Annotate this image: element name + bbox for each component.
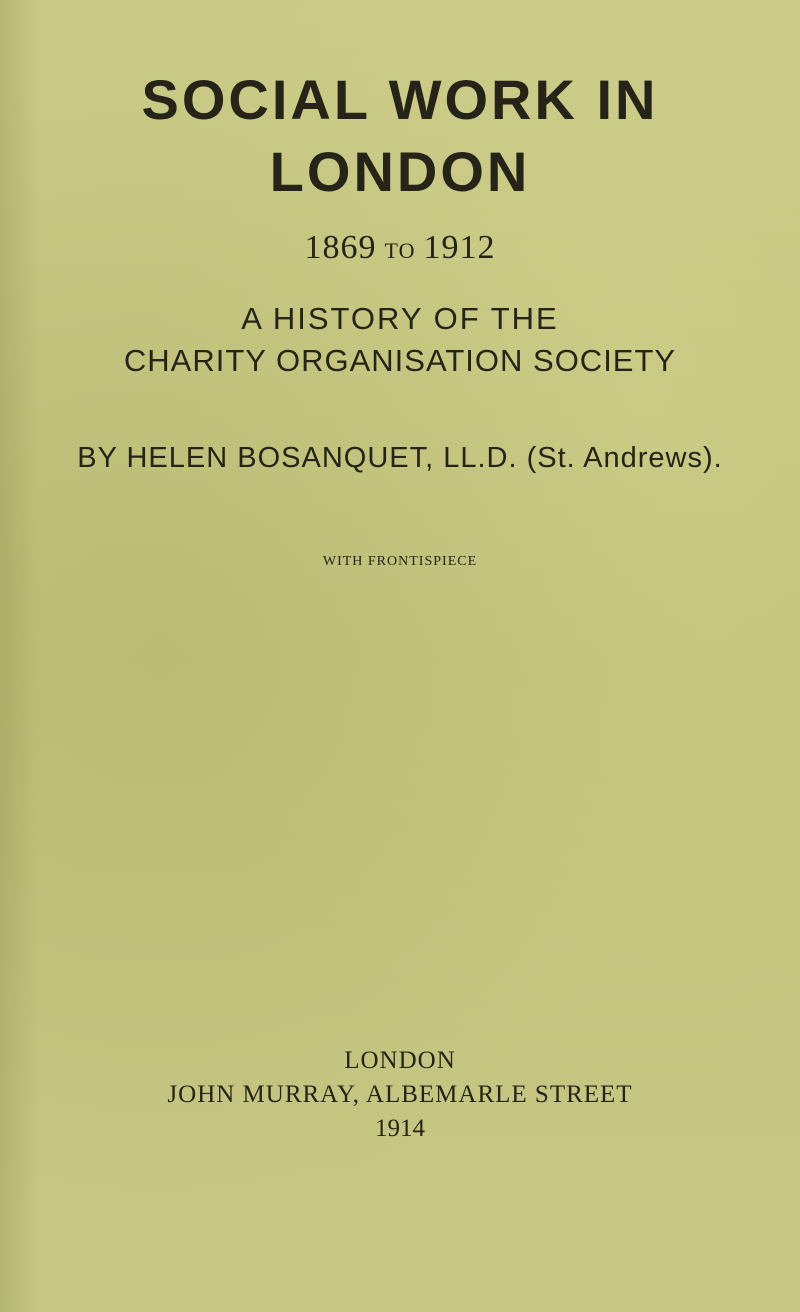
book-title-line-1: SOCIAL WORK IN <box>141 68 659 131</box>
subtitle-line-1: A HISTORY OF THE <box>241 301 559 336</box>
start-year: 1869 <box>304 229 377 266</box>
subtitle-line-2: CHARITY ORGANISATION SOCIETY <box>123 343 677 378</box>
publication-year: 1914 <box>375 1115 425 1142</box>
publisher-city: LONDON <box>344 1047 456 1074</box>
date-range <box>0 228 800 271</box>
frontispiece-note: WITH FRONTISPIECE <box>322 554 478 569</box>
book-title-line-2: LONDON <box>269 140 531 203</box>
end-year: 1912 <box>423 229 496 266</box>
date-range-to: TO <box>384 238 416 263</box>
author-line: BY HELEN BOSANQUET, LL.D. (St. Andrews). <box>77 442 723 474</box>
publisher-name: JOHN MURRAY, ALBEMARLE STREET <box>167 1081 633 1108</box>
